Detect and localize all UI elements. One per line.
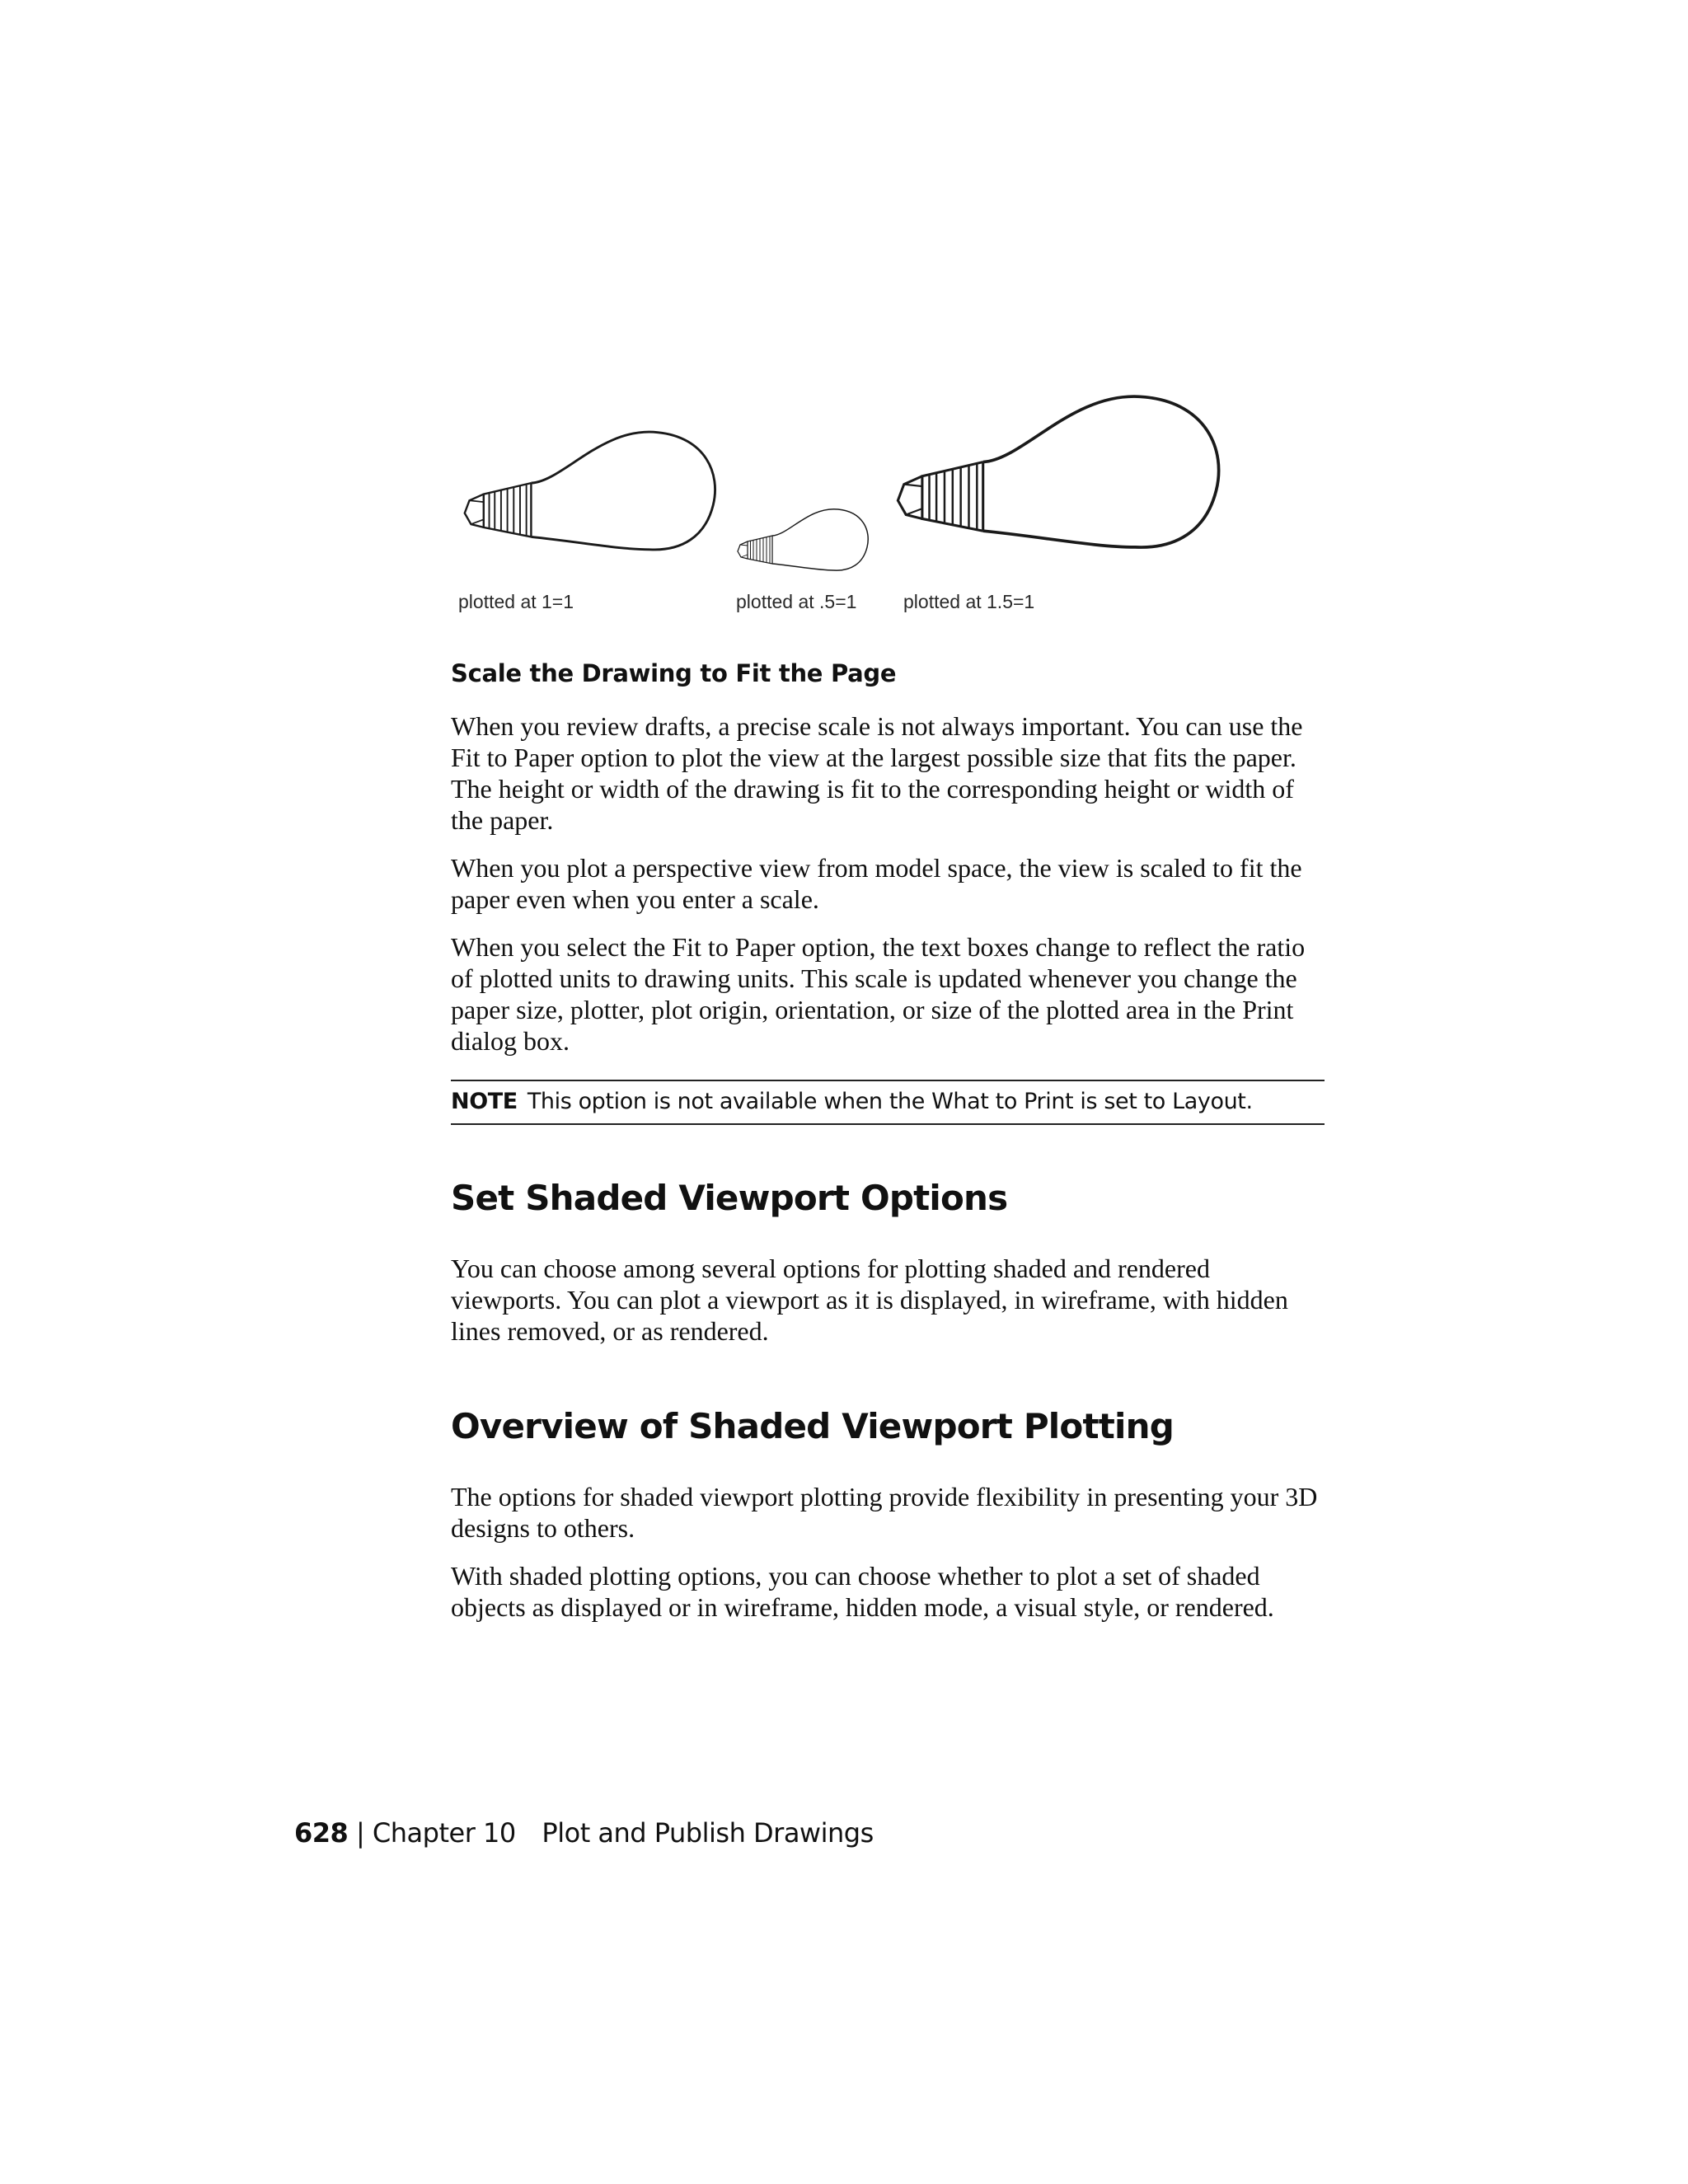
paragraph: When you plot a perspective view from model space, the view is scaled to fit the paper even when you enter a scale. bbox=[451, 853, 1302, 914]
bulb-scale-0-5 bbox=[738, 509, 868, 570]
paragraph: With shaded plotting options, you can choose whether to plot a set of shaded objects as displayed or in wireframe, hidden mode, a visual style, or rendered. bbox=[451, 1561, 1274, 1622]
note-label: NOTE bbox=[451, 1089, 518, 1114]
lightbulb-scale-figure bbox=[445, 350, 1286, 630]
page-footer bbox=[294, 1817, 874, 1849]
paragraph: When you select the Fit to Paper option, the text boxes change to reflect the ratio of plotted units to drawing units. This scale is updated whenever you change the paper size, plotter, plot origin, orientation, or size of the plotted area in the Print dialog box. bbox=[451, 932, 1306, 1056]
note-text: This option is not available when the What to Print is set to Layout. bbox=[527, 1089, 1253, 1114]
page-number: 628 bbox=[294, 1817, 349, 1849]
section-heading: Set Shaded Viewport Options bbox=[451, 1178, 1008, 1218]
caption-scale-1-5: plotted at 1.5=1 bbox=[903, 591, 1035, 612]
paragraph: You can choose among several options for plotting shaded and rendered viewports. You can plot a viewport as it is displayed, in wireframe, with hidden lines removed, or as rendered. bbox=[451, 1254, 1288, 1346]
caption-scale-0-5: plotted at .5=1 bbox=[736, 591, 857, 612]
paragraph: When you review drafts, a precise scale is not always important. You can use the Fit to Paper option to plot the view at the largest possible size that fits the paper. The height or width of the drawing is fit to the corresponding height or width of the paper. bbox=[451, 711, 1303, 835]
caption-scale-1: plotted at 1=1 bbox=[458, 591, 574, 612]
paragraph: The options for shaded viewport plotting provide flexibility in presenting your 3D designs to others. bbox=[451, 1482, 1318, 1543]
footer-separator: | bbox=[355, 1817, 365, 1849]
chapter-label: Chapter 10 bbox=[372, 1817, 516, 1849]
bulb-scale-1-5 bbox=[898, 396, 1218, 547]
subsection-heading: Scale the Drawing to Fit the Page bbox=[451, 659, 897, 687]
bulb-scale-1 bbox=[465, 432, 715, 550]
lightbulb-illustration bbox=[445, 350, 1286, 598]
page-body bbox=[451, 659, 1325, 1639]
chapter-title: Plot and Publish Drawings bbox=[542, 1817, 874, 1849]
note-box bbox=[451, 1080, 1325, 1125]
section-heading: Overview of Shaded Viewport Plotting bbox=[451, 1406, 1174, 1446]
